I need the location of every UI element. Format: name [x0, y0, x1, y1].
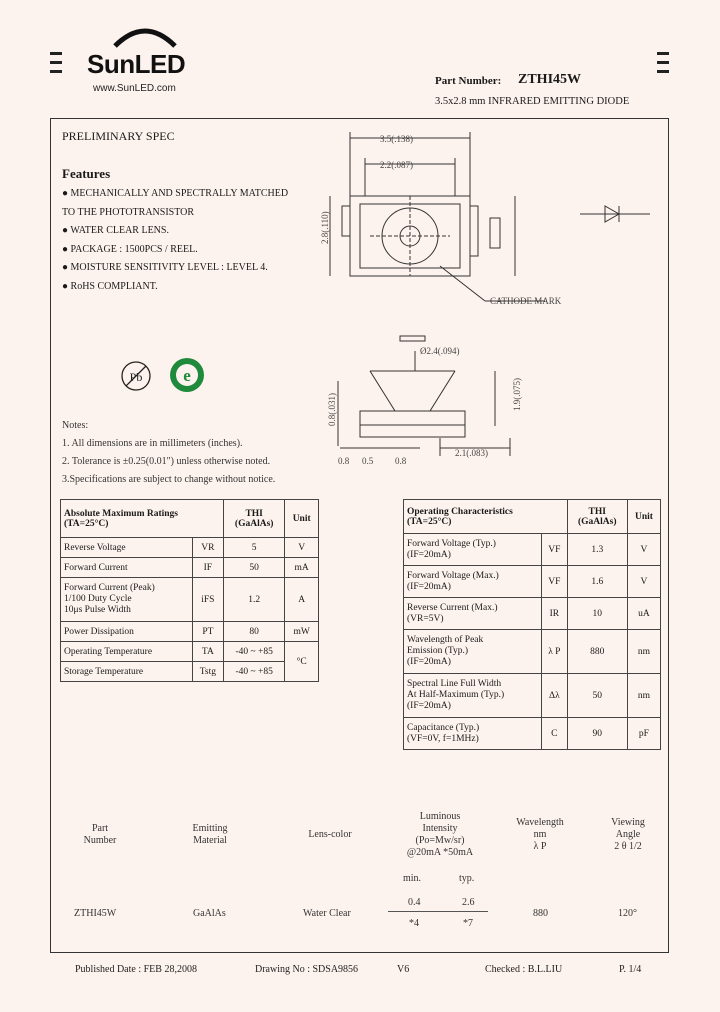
brand-logo[interactable]: SunLED	[87, 49, 186, 79]
table-cell: Wavelength of Peak Emission (Typ.) (IF=20mA)	[404, 630, 542, 674]
op-char-col-thi: THI (GaAlAs)	[567, 500, 627, 534]
abs-max-col-thi: THI (GaAlAs)	[224, 500, 285, 538]
part-number-value: ZTHI45W	[518, 72, 582, 87]
header-mark-left	[50, 61, 62, 64]
header-mark-right	[657, 70, 669, 73]
table-cell: VR	[192, 538, 223, 558]
published-date: Published Date : FEB 28,2008	[75, 964, 197, 975]
dim-pad-b: 0.5	[362, 456, 374, 466]
col-viewing-angle: Viewing Angle 2 θ 1/2	[611, 817, 645, 852]
intensity-min: 0.4	[408, 897, 421, 908]
table-row	[404, 534, 661, 566]
note-item: 3.Specifications are subject to change without notice.	[62, 474, 276, 485]
page-number: P. 1/4	[619, 964, 642, 975]
table-row	[61, 622, 319, 642]
row-material: GaAlAs	[193, 908, 226, 919]
table-cell: mA	[285, 558, 319, 578]
table-cell: Operating Temperature	[61, 642, 193, 662]
row-lens-color: Water Clear	[303, 908, 351, 919]
intensity-divider	[388, 911, 488, 912]
table-cell: 50	[567, 674, 627, 718]
table-cell: Δλ	[542, 674, 568, 718]
abs-max-col-unit: Unit	[285, 500, 319, 538]
dim-side-height-base: 0.8(.031)	[327, 393, 337, 426]
features-list	[62, 185, 288, 296]
table-cell: Capacitance (Typ.) (VF=0V, f=1MHz)	[404, 718, 542, 750]
min-label: min.	[403, 873, 422, 884]
table-cell: nm	[627, 674, 660, 718]
col-part-number: Part Number	[83, 823, 117, 846]
table-cell: 880	[567, 630, 627, 674]
table-row	[404, 718, 661, 750]
dim-cathode-mark: CATHODE MARK	[490, 296, 562, 306]
table-cell: Reverse Voltage	[61, 538, 193, 558]
table-cell: 50	[224, 558, 285, 578]
feature-item: ● PACKAGE : 1500PCS / REEL.	[62, 243, 198, 255]
dim-top-width-inner: 2.2(.087)	[380, 160, 413, 170]
note-item: 2. Tolerance is ±0.25(0.01") unless otherwise noted.	[62, 456, 271, 467]
rohs-e-icon	[166, 354, 208, 396]
header-mark-left	[50, 70, 62, 73]
table-cell: TA	[192, 642, 223, 662]
intensity-typ: 2.6	[462, 897, 475, 908]
table-row	[61, 538, 319, 558]
dim-top-width: 3.5(.138)	[380, 134, 413, 144]
dim-pad-a: 0.8	[338, 456, 350, 466]
table-cell: Forward Voltage (Max.) (IF=20mA)	[404, 566, 542, 598]
package-drawing	[320, 126, 660, 466]
table-row	[404, 630, 661, 674]
table-cell: 1.2	[224, 578, 285, 622]
dim-side-width: 2.1(.083)	[455, 448, 488, 458]
feature-item: ● WATER CLEAR LENS.	[62, 225, 169, 236]
table-cell: Forward Current (Peak) 1/100 Duty Cycle 10μs Pulse Width	[61, 578, 193, 622]
table-cell: mW	[285, 622, 319, 642]
table-cell: -40 ~ +85	[224, 662, 285, 682]
table-cell: 5	[224, 538, 285, 558]
table-cell: 10	[567, 598, 627, 630]
absolute-max-table	[60, 499, 319, 682]
table-cell: 1.6	[567, 566, 627, 598]
table-cell: uA	[627, 598, 660, 630]
table-cell: -40 ~ +85	[224, 642, 285, 662]
col-luminous-intensity: Luminous Intensity (Po=Mw/sr) @20mA *50mA	[406, 811, 474, 858]
table-cell: °C	[285, 642, 319, 682]
table-cell: V	[627, 566, 660, 598]
dim-pad-c: 0.8	[395, 456, 407, 466]
table-cell: Storage Temperature	[61, 662, 193, 682]
header-mark-right	[657, 52, 669, 55]
lead-free-icon	[116, 356, 156, 396]
col-lens-color: Lens-color	[308, 829, 352, 840]
features-title: Features	[62, 166, 111, 181]
dim-lens-diameter: Ø2.4(.094)	[420, 346, 460, 356]
intensity-min-50ma: *4	[409, 918, 419, 929]
intensity-typ-50ma: *7	[463, 918, 473, 929]
table-cell: A	[285, 578, 319, 622]
table-row	[404, 674, 661, 718]
table-cell: Tstg	[192, 662, 223, 682]
dim-side-height: 1.9(.075)	[512, 378, 522, 411]
abs-max-title: Absolute Maximum Ratings (TA=25°C)	[61, 500, 224, 538]
op-char-title: Operating Characteristics (TA=25°C)	[404, 500, 568, 534]
table-row	[61, 578, 319, 622]
table-cell: pF	[627, 718, 660, 750]
product-subtitle: 3.5x2.8 mm INFRARED EMITTING DIODE	[435, 96, 630, 107]
lead-free-label: Pb	[129, 370, 143, 384]
checked-by: Checked : B.L.LIU	[485, 964, 563, 975]
table-cell: VF	[542, 566, 568, 598]
table-row	[404, 598, 661, 630]
col-emitting-material: Emitting Material	[192, 823, 228, 846]
dim-top-height: 2.8(.110)	[320, 211, 330, 244]
table-cell: C	[542, 718, 568, 750]
website-link[interactable]: www.SunLED.com	[93, 83, 176, 94]
row-wavelength: 880	[533, 908, 548, 919]
header-mark-left	[50, 52, 62, 55]
col-wavelength: Wavelength nm λ P	[516, 817, 564, 852]
table-row	[404, 566, 661, 598]
table-cell: V	[627, 534, 660, 566]
spec-status: PRELIMINARY SPEC	[62, 129, 175, 143]
row-viewing-angle: 120°	[618, 908, 637, 919]
table-cell: V	[285, 538, 319, 558]
table-cell: λ P	[542, 630, 568, 674]
typ-label: typ.	[459, 873, 475, 884]
table-cell: nm	[627, 630, 660, 674]
table-cell: Spectral Line Full Width At Half-Maximum (Typ.) (IF=20mA)	[404, 674, 542, 718]
table-row	[61, 662, 319, 682]
table-row	[61, 558, 319, 578]
note-item: 1. All dimensions are in millimeters (inches).	[62, 438, 243, 449]
version: V6	[397, 964, 410, 975]
table-cell: 90	[567, 718, 627, 750]
table-cell: Forward Voltage (Typ.) (IF=20mA)	[404, 534, 542, 566]
feature-item: ● RoHS COMPLIANT.	[62, 280, 158, 292]
feature-item: ● MECHANICALLY AND SPECTRALLY MATCHED	[62, 188, 289, 199]
table-cell: Forward Current	[61, 558, 193, 578]
op-char-col-unit: Unit	[627, 500, 660, 534]
table-cell: IR	[542, 598, 568, 630]
table-cell: 1.3	[567, 534, 627, 566]
rohs-e-label: e	[183, 366, 191, 385]
part-number-label: Part Number:	[435, 75, 502, 87]
table-cell: IF	[192, 558, 223, 578]
table-cell: VF	[542, 534, 568, 566]
table-cell: Reverse Current (Max.) (VR=5V)	[404, 598, 542, 630]
notes-title: Notes:	[62, 420, 89, 431]
feature-item: TO THE PHOTOTRANSISTOR	[62, 206, 195, 218]
drawing-number: Drawing No : SDSA9856	[255, 964, 359, 975]
table-cell: 80	[224, 622, 285, 642]
header-mark-right	[657, 61, 669, 64]
operating-characteristics-table	[403, 499, 661, 750]
table-cell: Power Dissipation	[61, 622, 193, 642]
feature-item: ● MOISTURE SENSITIVITY LEVEL : LEVEL 4.	[62, 262, 268, 273]
notes	[62, 417, 275, 489]
row-part-number: ZTHI45W	[74, 908, 117, 919]
logo-arc-icon	[110, 22, 180, 48]
table-cell: PT	[192, 622, 223, 642]
table-cell: iFS	[192, 578, 223, 622]
table-row	[61, 642, 319, 662]
